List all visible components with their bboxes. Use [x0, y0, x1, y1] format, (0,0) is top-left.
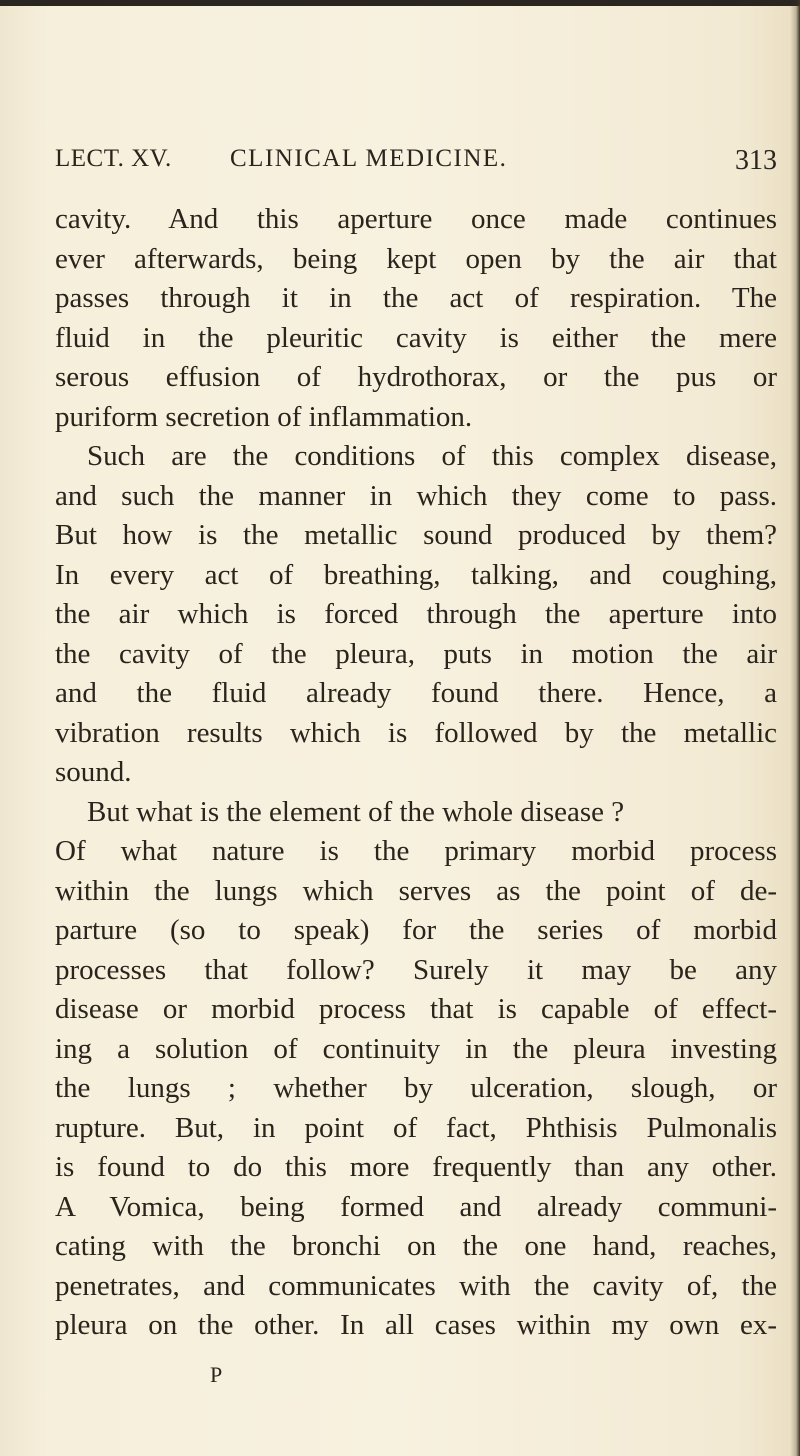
text-line: within the lungs which serves as the point of de-: [55, 874, 777, 907]
text-line: the air which is forced through the aperture into: [55, 598, 777, 630]
text-line: penetrates, and communicates with the cavity of, the: [55, 1269, 777, 1302]
text-line: A Vomica, being formed and already communi-: [55, 1190, 777, 1223]
text-line: But what is the element of the whole disease ?: [87, 795, 625, 828]
text-line: the cavity of the pleura, puts in motion the air: [55, 637, 777, 670]
text-line: serous effusion of hydrothorax, or the pus or: [55, 361, 777, 393]
signature-mark: P: [210, 1362, 223, 1387]
text-line: cavity. And this aperture once made continues: [55, 203, 777, 235]
text-line: pleura on the other. In all cases within my own ex-: [55, 1309, 777, 1341]
header-lecture: LECT. XV.: [55, 145, 172, 172]
text-line: ever afterwards, being kept open by the air that: [55, 242, 777, 275]
text-line: the lungs ; whether by ulceration, slough, or: [55, 1072, 777, 1104]
text-line: fluid in the pleuritic cavity is either the mere: [55, 321, 777, 354]
text-line: But how is the metallic sound produced by them?: [55, 519, 777, 551]
text-line: Such are the conditions of this complex disease,: [87, 440, 777, 472]
text-line: In every act of breathing, talking, and coughing,: [55, 558, 777, 591]
text-line: and such the manner in which they come to pass.: [55, 479, 777, 512]
text-line: is found to do this more frequently than any other.: [55, 1151, 777, 1183]
text-line: parture (so to speak) for the series of morbid: [55, 914, 777, 946]
text-line: vibration results which is followed by the metallic: [55, 716, 777, 749]
header-title: CLINICAL MEDICINE.: [230, 145, 508, 172]
text-line: puriform secretion of inflammation.: [55, 400, 473, 433]
text-line: rupture. But, in point of fact, Phthisis Pulmonalis: [55, 1111, 777, 1144]
text-line: processes that follow? Surely it may be any: [55, 953, 777, 986]
text-line: ing a solution of continuity in the pleura investing: [55, 1032, 777, 1065]
page-number: 313: [735, 145, 777, 176]
running-header: [55, 145, 777, 185]
text-line: Of what nature is the primary morbid process: [55, 835, 777, 867]
text-line: sound.: [55, 756, 132, 788]
text-line: and the fluid already found there. Hence, a: [55, 677, 777, 709]
text-line: cating with the bronchi on the one hand, reaches,: [55, 1230, 777, 1262]
text-line: disease or morbid process that is capable of effect-: [55, 993, 777, 1025]
body-text: [55, 200, 777, 1346]
page-top-edge: [0, 0, 800, 6]
page-right-edge: [790, 0, 800, 1456]
text-line: passes through it in the act of respiration. The: [55, 282, 777, 314]
